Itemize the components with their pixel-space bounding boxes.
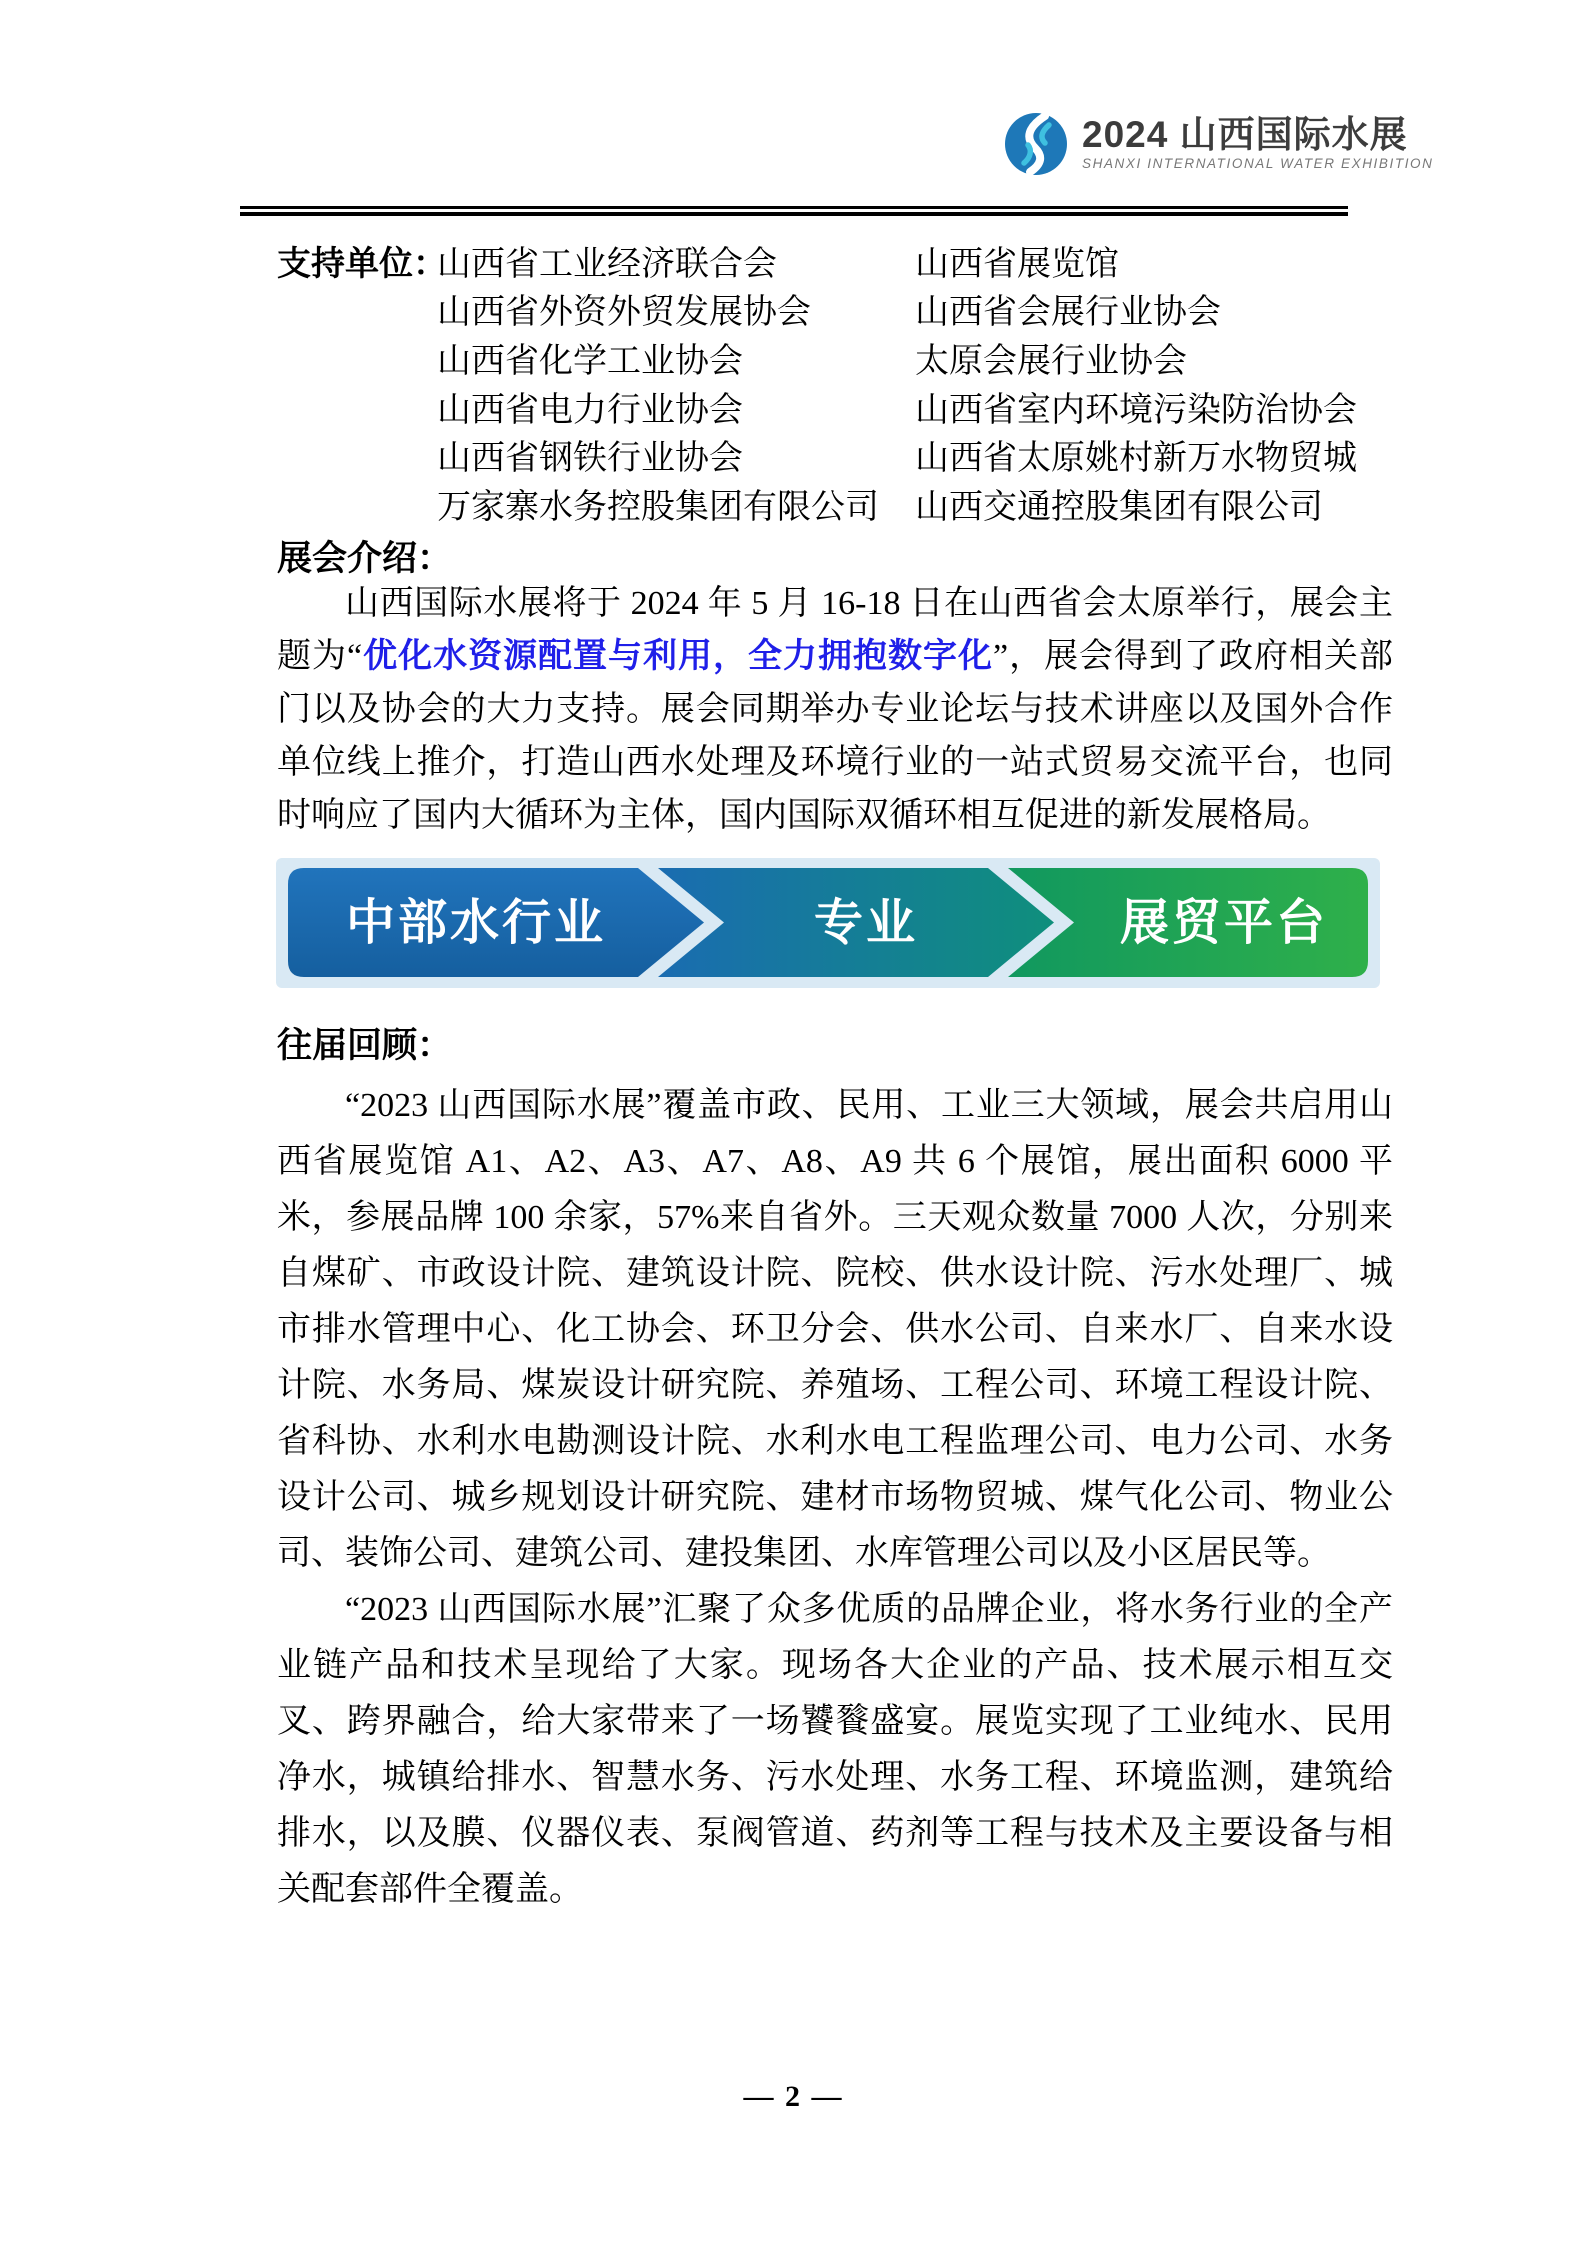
banner-label-2: 专业 bbox=[813, 896, 919, 950]
supporter-left-5: 山西省钢铁行业协会 bbox=[437, 440, 743, 478]
intro-text-post: ”，展会得到了政府相关部门以及协会的大力支持。展会同期举办专业论坛与技术讲座以及国外合作单位线上推介，打造山西水处理及环境行业的一站式贸易交流平台，也同时响应了国内大循环为主体，国内国际双循环相互促进的新发展格局。 bbox=[277, 638, 1394, 834]
review-paragraph-2: “2023 山西国际水展”汇聚了众多优质的品牌企业，将水务行业的全产业链产品和技术呈现给了大家。现场各大企业的产品、技术展示相互交叉、跨界融合，给大家带来了一场饕餮盛宴。展览实现了工业纯水、民用净水，城镇给排水、智慧水务、污水处理、水务工程、环境监测，建筑给排水，以及膜、仪器仪表、泵阀管道、药剂等工程与技术及主要设备与相关配套部件全覆盖。 bbox=[277, 1591, 1393, 1908]
supporter-right-2: 山西省会展行业协会 bbox=[915, 294, 1221, 332]
header-divider bbox=[240, 206, 1348, 216]
exhibition-logo bbox=[1004, 112, 1434, 176]
logo-title: 2024 山西国际水展 bbox=[1082, 114, 1408, 155]
page-number: — 2 — bbox=[743, 2080, 844, 2113]
banner-label-1: 中部水行业 bbox=[345, 896, 607, 950]
intro-paragraph bbox=[277, 577, 1393, 842]
intro-text-pre: 山西国际水展将于 2024 年 5 月 16-18 日在山西省会太原举行，展会主题为“ bbox=[277, 585, 1393, 675]
banner-label-3: 展贸平台 bbox=[1119, 896, 1329, 950]
supporter-left-1: 山西省工业经济联合会 bbox=[437, 245, 777, 283]
supporter-left-6: 万家寨水务控股集团有限公司 bbox=[437, 488, 879, 526]
supporter-right-5: 山西省太原姚村新万水物贸城 bbox=[915, 440, 1357, 478]
review-section-label: 往届回顾： bbox=[277, 1026, 453, 1065]
water-drop-logo-icon bbox=[1004, 112, 1068, 176]
supporter-left-3: 山西省化学工业协会 bbox=[437, 342, 743, 380]
supporter-right-1: 山西省展览馆 bbox=[915, 245, 1119, 283]
supporting-units-section bbox=[277, 236, 1395, 528]
supporter-left-4: 山西省电力行业协会 bbox=[437, 391, 743, 429]
intro-section-label: 展会介绍： bbox=[277, 539, 453, 578]
supporter-left-2: 山西省外资外贸发展协会 bbox=[437, 294, 811, 332]
intro-theme-highlight: 优化水资源配置与利用，全力拥抱数字化 bbox=[362, 638, 993, 675]
review-paragraph-1: “2023 山西国际水展”覆盖市政、民用、工业三大领域，展会共启用山西省展览馆 A1、A2、A3、A7、A8、A9 共 6 个展馆，展出面积 6000 平米，参展品牌 100 余家，57%来自省外。三天观众数量 7000 人次，分别来自煤矿、市政设计院、建筑设计院、院校、供水设计院、污水处理厂、城市排水管理中心、化工协会、环卫分会、供水公司、自来水厂、自来水设计院、水务局、煤炭设计研究院、养殖场、工程公司、环境工程设计院、省科协、水利水电勘测设计院、水利水电工程监理公司、电力公司、水务设计公司、城乡规划设计研究院、建材市场物贸城、煤气化公司、物业公司、装饰公司、建筑公司、建投集团、水库管理公司以及小区居民等。 bbox=[277, 1087, 1393, 1572]
review-section-body bbox=[277, 1078, 1393, 1918]
supporter-right-3: 太原会展行业协会 bbox=[915, 342, 1187, 380]
supporter-right-6: 山西交通控股集团有限公司 bbox=[915, 488, 1323, 526]
supporter-right-4: 山西省室内环境污染防治协会 bbox=[915, 391, 1357, 429]
logo-subtitle: SHANXI INTERNATIONAL WATER EXHIBITION bbox=[1082, 156, 1434, 171]
chevron-banner bbox=[276, 858, 1380, 988]
logo-text-block bbox=[1082, 115, 1434, 173]
supporters-label: 支持单位： bbox=[277, 245, 447, 283]
chevron-banner-graphic bbox=[276, 858, 1380, 988]
